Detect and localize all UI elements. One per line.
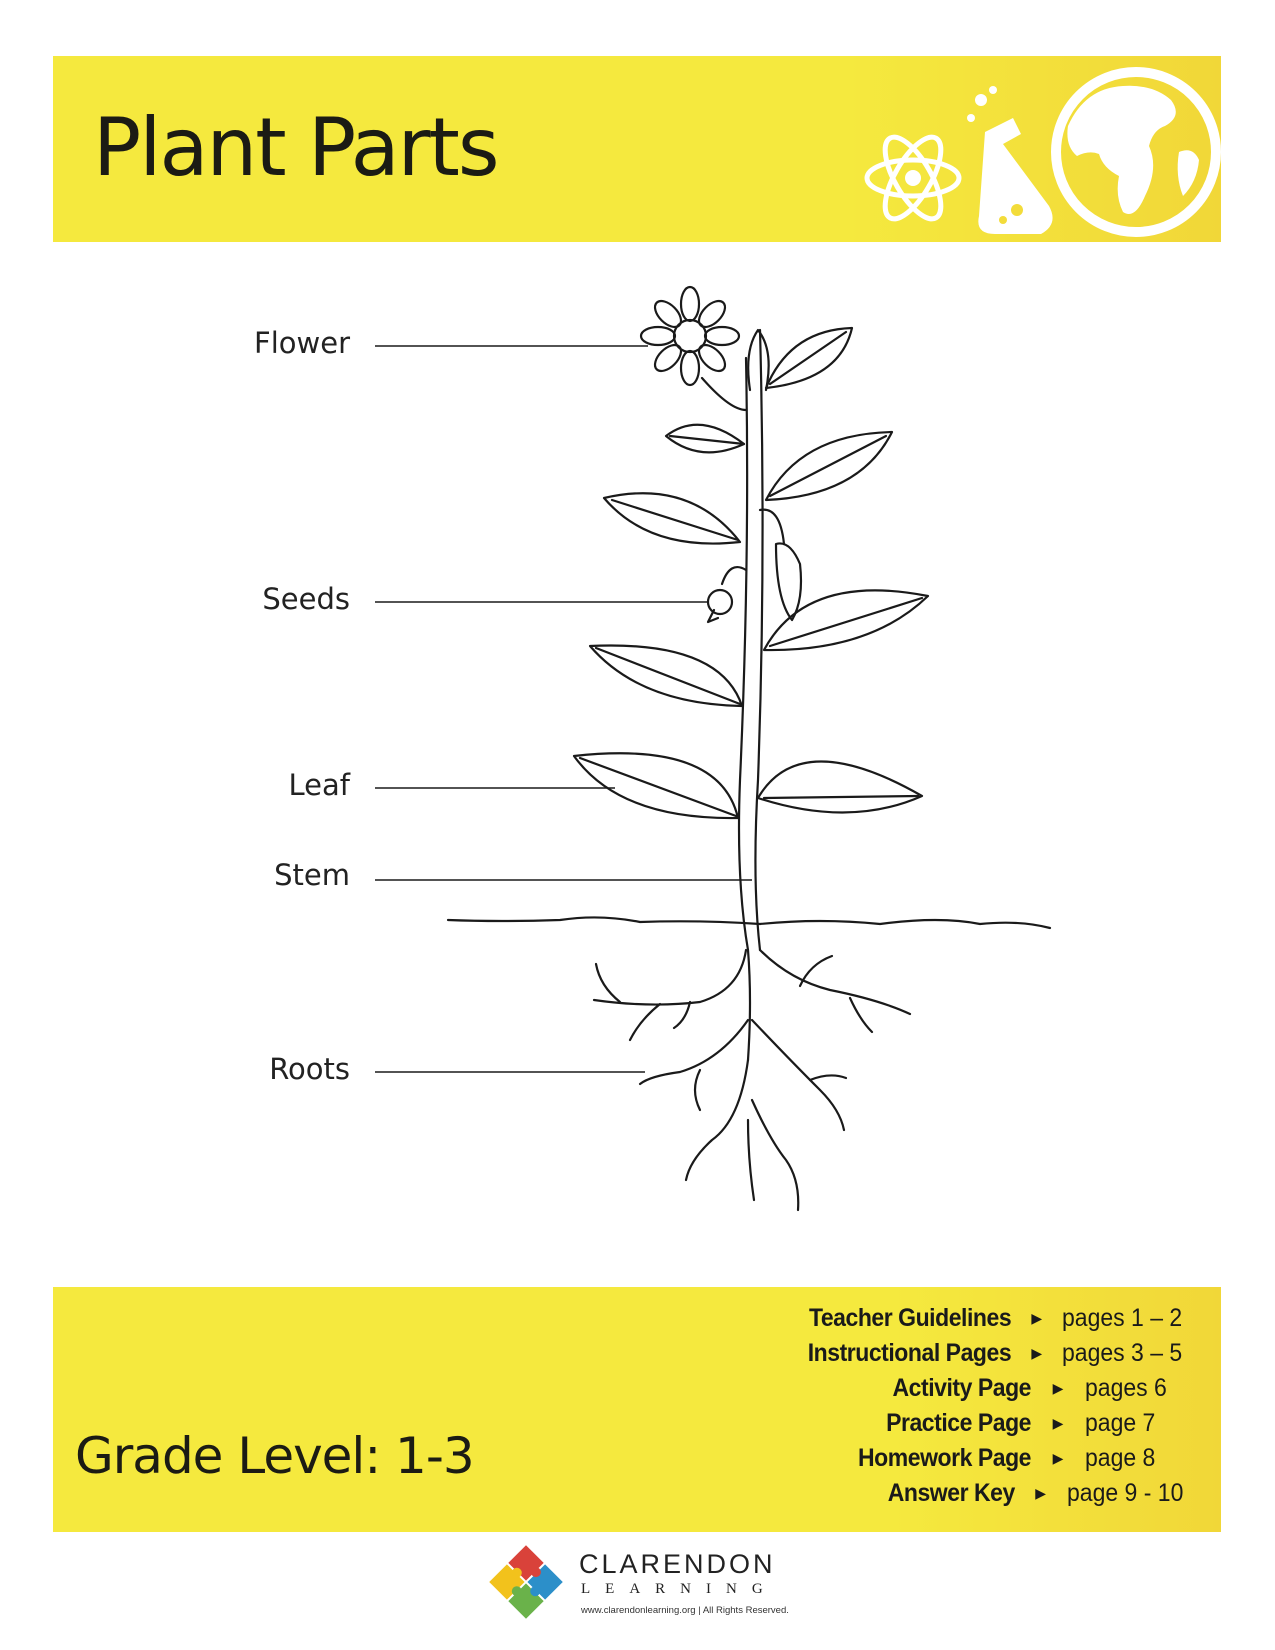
toc-pages: page 7 — [1085, 1409, 1156, 1437]
page-title: Plant Parts — [93, 101, 498, 194]
puzzle-logo-icon — [487, 1543, 565, 1621]
toc-row — [653, 1406, 1193, 1441]
label-seeds: Seeds — [262, 582, 350, 616]
brand-block — [487, 1543, 807, 1623]
stem-edge — [755, 330, 762, 950]
label-leaf: Leaf — [288, 768, 350, 802]
brand-subtitle: LEARNING — [581, 1581, 778, 1597]
brand-footnote: www.clarendonlearning.org | All Rights Reserved. — [581, 1605, 789, 1616]
toc-pages: page 9 - 10 — [1066, 1479, 1183, 1507]
toc-row — [653, 1301, 1193, 1336]
leader-lines — [375, 346, 752, 1072]
toc-section: Homework Page — [858, 1444, 1031, 1472]
toc-row — [653, 1476, 1193, 1511]
table-of-contents — [653, 1301, 1193, 1511]
triangle-right-icon: ▶ — [1031, 1310, 1043, 1326]
leaf-left-4 — [574, 753, 738, 818]
triangle-right-icon: ▶ — [1052, 1450, 1064, 1466]
leaf-upper-right — [766, 328, 852, 388]
roots — [594, 950, 910, 1210]
label-roots: Roots — [269, 1052, 350, 1086]
globe-icon — [1056, 72, 1216, 232]
triangle-right-icon: ▶ — [1031, 1345, 1043, 1361]
leaf-right-2 — [766, 432, 892, 500]
grade-level: Grade Level: 1-3 — [75, 1427, 474, 1485]
footer-banner — [53, 1287, 1221, 1532]
toc-section: Answer Key — [887, 1479, 1015, 1507]
label-flower: Flower — [254, 326, 350, 360]
triangle-right-icon: ▶ — [1035, 1485, 1047, 1501]
triangle-right-icon: ▶ — [1052, 1415, 1064, 1431]
leaf-left-2 — [604, 493, 740, 543]
toc-section: Activity Page — [892, 1374, 1031, 1402]
flask-icon — [967, 86, 1053, 234]
atom-icon — [867, 129, 959, 227]
toc-row — [653, 1441, 1193, 1476]
flower-head — [641, 287, 746, 410]
flower-bud — [748, 330, 768, 390]
toc-section: Practice Page — [886, 1409, 1031, 1437]
triangle-right-icon: ▶ — [1052, 1380, 1064, 1396]
leaf-upper-left — [666, 425, 744, 453]
leaf-right-3 — [764, 590, 928, 650]
toc-pages: pages 1 – 2 — [1062, 1304, 1183, 1332]
leaf-right-4 — [758, 761, 922, 812]
toc-row — [653, 1371, 1193, 1406]
toc-pages: page 8 — [1085, 1444, 1156, 1472]
science-icons — [853, 56, 1221, 242]
toc-section: Instructional Pages — [807, 1339, 1012, 1367]
label-stem: Stem — [274, 858, 350, 892]
toc-section: Teacher Guidelines — [808, 1304, 1012, 1332]
plant-drawing — [0, 260, 1275, 1240]
plant-diagram — [0, 260, 1275, 1240]
ground-line — [448, 917, 1050, 928]
toc-row — [653, 1336, 1193, 1371]
leaf-left-3 — [590, 646, 742, 707]
toc-pages: pages 6 — [1085, 1374, 1167, 1402]
brand-name: CLARENDON — [579, 1549, 776, 1579]
toc-pages: pages 3 – 5 — [1062, 1339, 1183, 1367]
header-banner — [53, 56, 1221, 242]
seed-pod — [708, 567, 746, 622]
hanging-fruit — [760, 510, 801, 620]
